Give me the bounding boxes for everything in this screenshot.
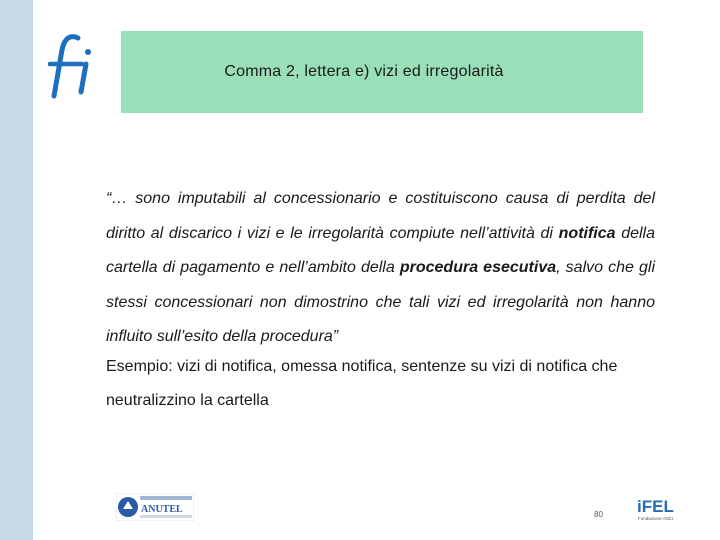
- quote-text-2: della cartella di pagamento e nell’ambito della: [106, 224, 655, 276]
- anutel-logo-text: ANUTEL: [141, 504, 183, 515]
- quote-text-3: , salvo che gli stessi concessionari non dimostrino che tali vizi ed irregolarità non hanno influito sull’esito della procedura”: [106, 259, 656, 345]
- ifel-logo-subtext: Fondazione ANCI: [638, 516, 674, 521]
- quote-text-1: “… sono imputabili al concessionario e costituiscono causa di perdita del diritto al discarico i vizi e le irregolarità compiute nell’attività di: [106, 190, 655, 242]
- page-number: 80: [594, 510, 603, 519]
- quote-paragraph: [106, 182, 655, 355]
- quote-bold-procedura: procedura esecutiva: [399, 259, 557, 276]
- anutel-logo: [116, 493, 194, 521]
- slide-title: Comma 2, lettera e) vizi ed irregolarità: [224, 63, 504, 80]
- left-decorative-bar: [0, 0, 33, 540]
- title-banner: [121, 31, 643, 113]
- ifel-logo-text: iFEL: [637, 497, 674, 516]
- example-paragraph: Esempio: vizi di notifica, omessa notifica, sentenze su vizi di notifica che neutralizzino la cartella: [106, 358, 618, 409]
- ifel-logo: [636, 492, 674, 522]
- quote-bold-notifica: notifica: [558, 224, 616, 242]
- fi-logo-icon: [44, 30, 96, 102]
